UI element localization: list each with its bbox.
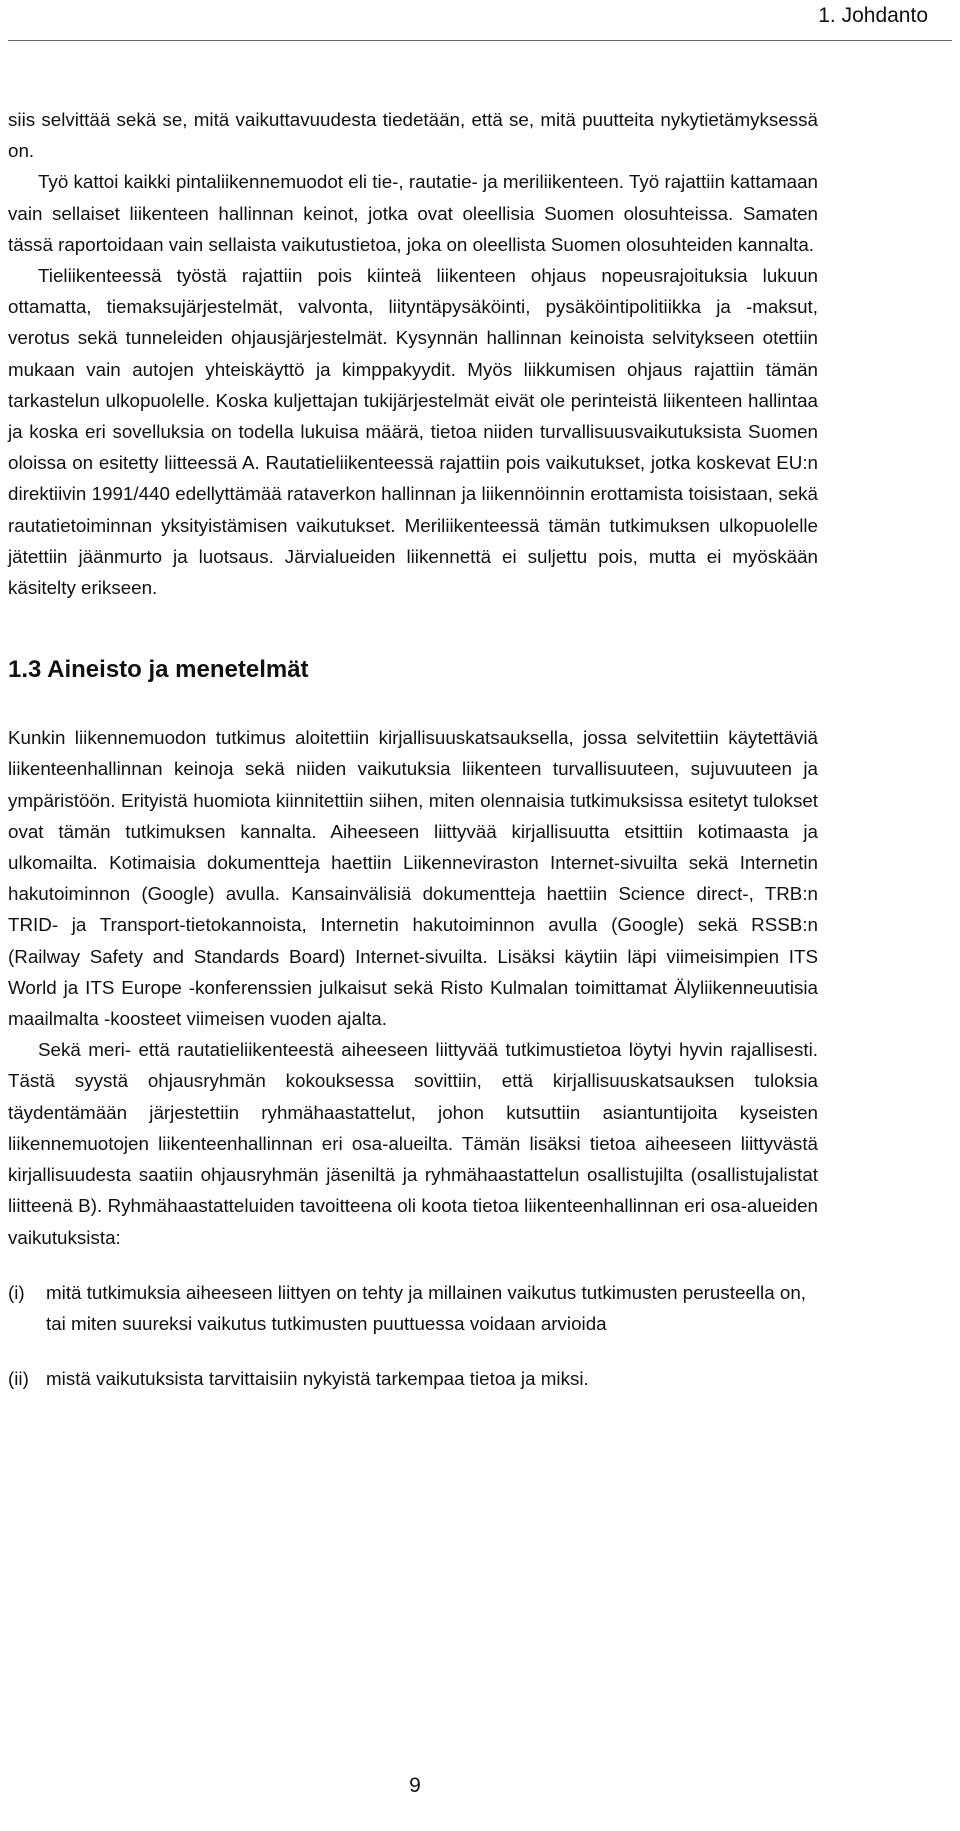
page-header xyxy=(0,0,960,42)
body-paragraph: siis selvittää sekä se, mitä vaikuttavuudesta tiedetään, että se, mitä puutteita nykytietämyksessä on. xyxy=(8,109,818,162)
list-marker: (i) xyxy=(8,1281,25,1303)
body-paragraph: Tieliikenteessä työstä rajattiin pois kiinteä liikenteen ohjaus nopeusrajoituksia lukuun ottamatta, tiemaksujärjestelmät, valvonta, liityntäpysäköinti, pysäköintipolitiikka ja -maksut, verotus sekä tunneleiden ohjausjärjestelmät. Kysynnän hallinnan keinoista selvitykseen otettiin mukaan vain autojen yhteiskäyttö ja kimppakyydit. Myös liikkumisen ohjaus rajattiin tämän tarkastelun ulkopuolelle. Koska kuljettajan tukijärjestelmät eivät ole perinteistä liikenteen hallintaa ja koska eri sovelluksia on todella lukuisa määrä, tietoa niiden turvallisuusvaikutuksista Suomen oloissa on esitetty liitteessä A. Rautatieliikenteessä rajattiin pois vaikutukset, jotka koskevat EU:n direktiivin 1991/440 edellyttämää rataverkon hallinnan ja liikennöinnin erottamista toisistaan, sekä rautatietoiminnan yksityistämisen vaikutukset. Meriliikenteessä tämän tutkimuksen ulkopuolelle jätettiin jäänmurto ja luotsaus. Järvialueiden liikennettä ei suljettu pois, mutta ei myöskään käsitelty erikseen. xyxy=(8,265,818,599)
list-marker: (ii) xyxy=(8,1368,29,1390)
list-item xyxy=(8,1363,818,1394)
page-body xyxy=(8,104,818,1418)
list-item-text: mitä tutkimuksia aiheeseen liittyen on tehty ja millainen vaikutus tutkimusten perusteella on, tai miten suureksi vaikutus tutkimusten puuttuessa voidaan arvioida xyxy=(46,1281,806,1334)
body-paragraph: Työ kattoi kaikki pintaliikennemuodot eli tie-, rautatie- ja meriliikenteen. Työ rajattiin kattamaan vain sellaiset liikenteen hallinnan keinot, jotka ovat oleellisia Suomen olosuhteissa. Samaten tässä raportoidaan vain sellaista vaikutustietoa, joka on oleellista Suomen olosuhteiden kannalta. xyxy=(8,171,818,255)
section-heading: 1.3 Aineisto ja menetelmät xyxy=(8,656,309,684)
list-item-text: mistä vaikutuksista tarvittaisiin nykyistä tarkempaa tietoa ja miksi. xyxy=(46,1368,589,1390)
header-divider xyxy=(8,40,952,41)
chapter-title: 1. Johdanto xyxy=(818,4,928,27)
numbered-list xyxy=(8,1277,818,1395)
page-number: 9 xyxy=(409,1774,421,1797)
list-item xyxy=(8,1277,818,1339)
body-paragraph: Sekä meri- että rautatieliikenteestä aiheeseen liittyvää tutkimustietoa löytyi hyvin rajallisesti. Tästä syystä ohjausryhmän kokouksessa sovittiin, että kirjallisuuskatsauksen tuloksia täydentämään järjestettiin ryhmähaastattelut, johon kutsuttiin asiantuntijoita kyseisten liikennemuotojen liikenteenhallinnan eri osa-alueilta. Tämän lisäksi tietoa aiheeseen liittyvästä kirjallisuudesta saatiin ohjausryhmän jäseniltä ja ryhmähaastattelun osallistujilta (osallistujalistat liitteenä B). Ryhmähaastatteluiden tavoitteena oli koota tietoa liikenteenhallinnan eri osa-alueiden vaikutuksista: xyxy=(8,1039,818,1248)
body-paragraph: Kunkin liikennemuodon tutkimus aloitettiin kirjallisuuskatsauksella, jossa selvitettiin käytettäviä liikenteenhallinnan keinoja sekä niiden vaikutuksia liikenteen turvallisuuteen, sujuvuuteen ja ympäristöön. Erityistä huomiota kiinnitettiin siihen, miten olennaisia tutkimuksissa esitetyt tulokset ovat tämän tutkimuksen kannalta. Aiheeseen liittyvää kirjallisuutta etsittiin kotimaasta ja ulkomailta. Kotimaisia dokumentteja haettiin Liikenneviraston Internet-sivuilta sekä Internetin hakutoiminnon (Google) avulla. Kansainvälisiä dokumentteja haettiin Science direct-, TRB:n TRID- ja Transport-tietokannoista, Internetin hakutoiminnon avulla (Google) sekä RSSB:n (Railway Safety and Standards Board) Internet-sivuilta. Lisäksi käytiin läpi viimeisimpien ITS World ja ITS Europe -konferenssien julkaisut sekä Risto Kulmalan toimittamat Älyliikenneuutisia maailmalta -koosteet viimeisen vuoden ajalta. xyxy=(8,727,818,1030)
